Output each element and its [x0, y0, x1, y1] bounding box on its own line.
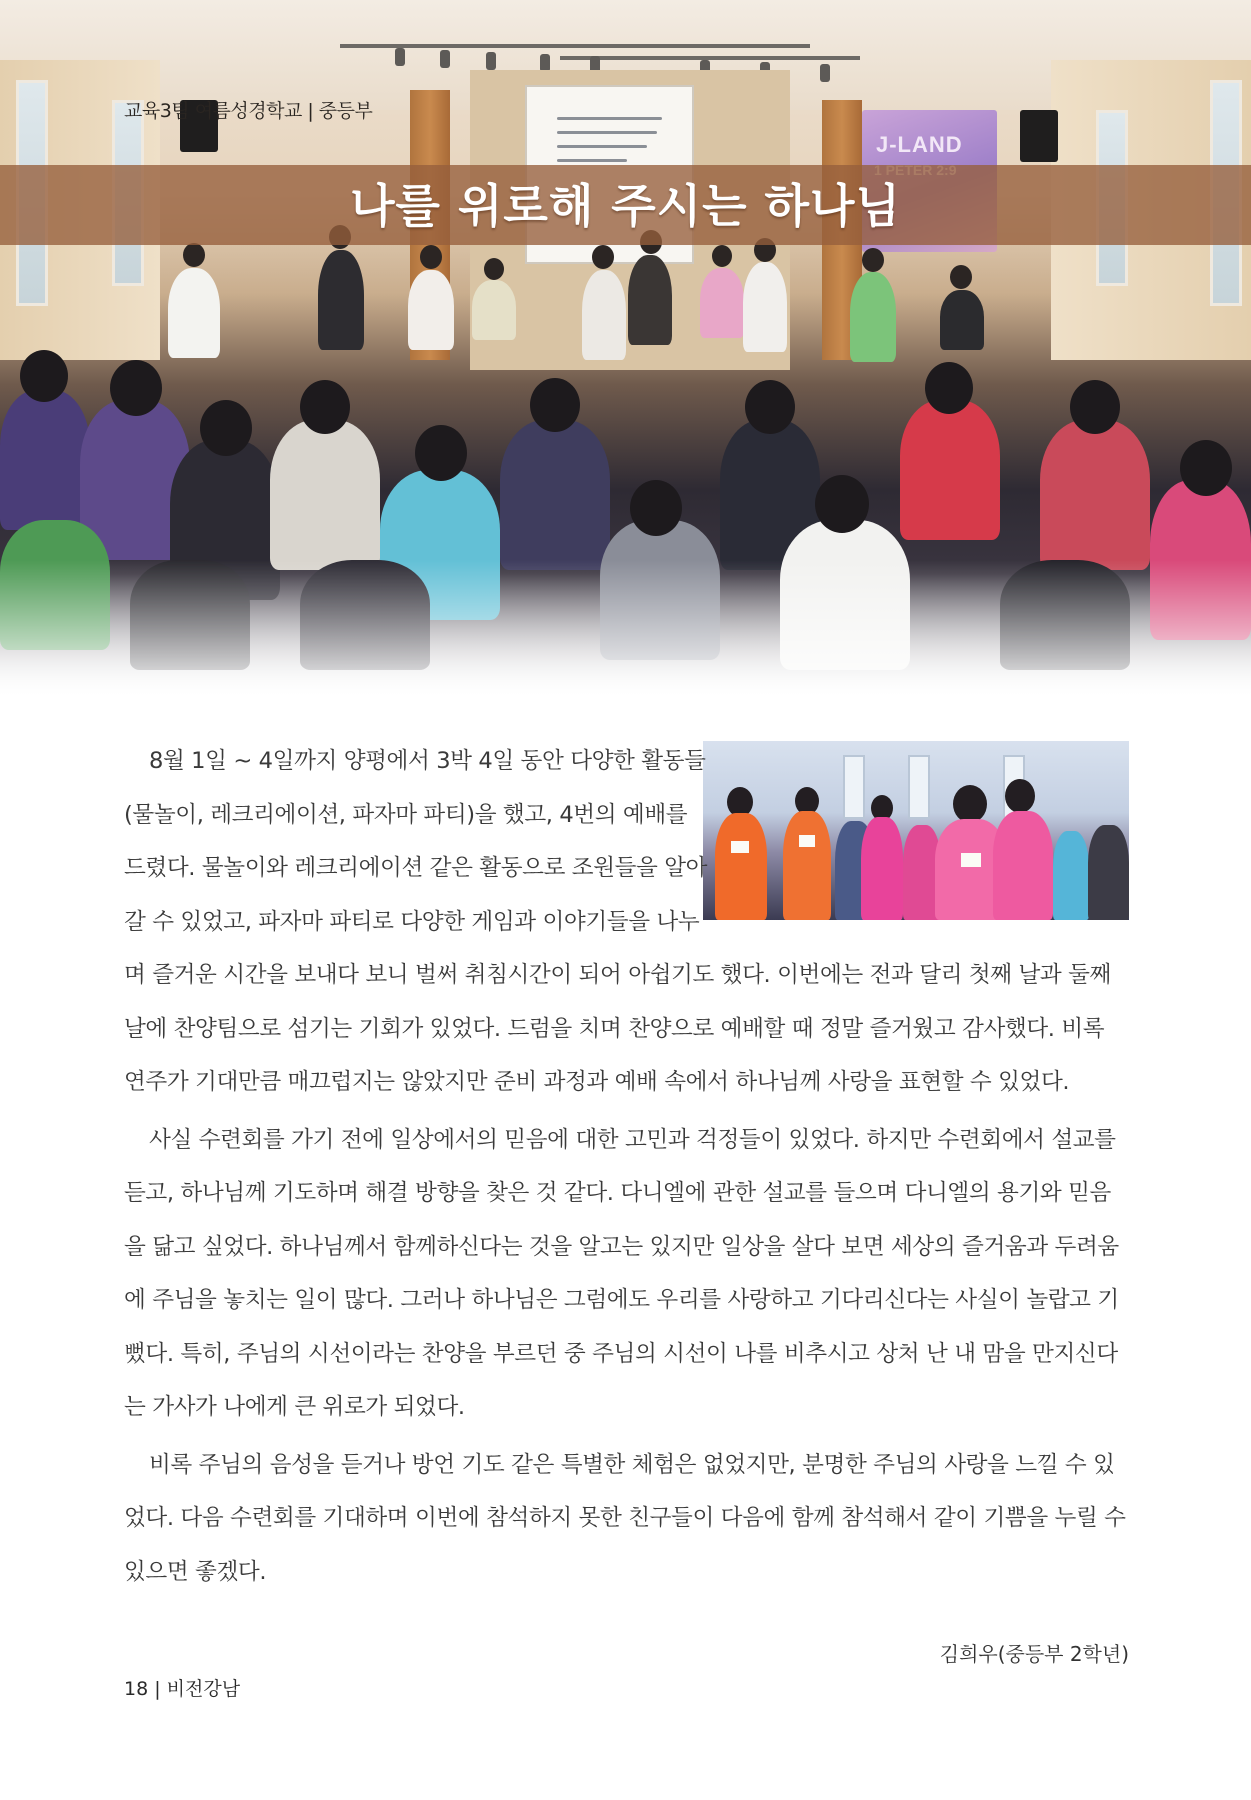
performer [168, 268, 220, 358]
performer [850, 272, 896, 362]
performer [940, 290, 984, 350]
performer [743, 262, 787, 352]
banner-text: J-LAND [876, 132, 963, 157]
article-paragraph: 비록 주님의 음성을 듣거나 방언 기도 같은 특별한 체험은 없었지만, 분명한 주님의 사랑을 느낄 수 있었다. 다음 수련회를 기대하며 이번에 참석하지 못한 친구들이 다음에 함께 참석해서 같이 기쁨을 누릴 수 있으면 좋겠다. [124, 1451, 1126, 1585]
performer [628, 255, 672, 345]
performer [472, 280, 516, 340]
section-kicker: 교육3팀 여름성경학교 | 중등부 [124, 100, 373, 122]
article-paragraph: 사실 수련회를 가기 전에 일상에서의 믿음에 대한 고민과 걱정들이 있었다. 하지만 수련회에서 설교를 듣고, 하나님께 기도하며 해결 방향을 찾은 것 같다. 다니엘에 관한 설교를 들으며 다니엘의 용기와 믿음을 닮고 싶었다. 하나님께서 함께하신다는 것을 알고는 있지만 일상을 살다 보면 세상의 즐거움과 두려움에 주님을 놓치는 일이 많다. 그러나 하나님은 그럼에도 우리를 사랑하고 기다리신다는 사실이 놀랍고 기뻤다. 특히, 주님의 시선이라는 찬양을 부르던 중 주님의 시선이 나를 비추시고 상처 난 내 맘을 만지신다는 가사가 나에게 큰 위로가 되었다. [124, 1126, 1119, 1420]
author-byline: 김희우(중등부 2학년) [939, 1642, 1129, 1666]
performer [408, 270, 454, 350]
light-track [560, 56, 860, 60]
article-paragraph: 8월 1일 ~ 4일까지 양평에서 3박 4일 동안 다양한 활동들(물놀이, 레크리에이션, 파자마 파티)을 했고, 4번의 예배를 드렸다. 물놀이와 레크리에이션 같은 활동으로 조원들을 알아갈 수 있었고, 파자마 파티로 다양한 게임과 이야기들을 나누며 즐거운 시간을 보내다 보니 벌써 취침시간이 되어 아쉽기도 했다. 이번에는 전과 달리 첫째 날과 둘째 날에 찬양팀으로 섬기는 기회가 있었다. 드럼을 치며 찬양으로 예배할 때 정말 즐거웠고 감사했다. 비록 연주가 기대만큼 매끄럽지는 않았지만 준비 과정과 예배 속에서 하나님께 사랑을 표현할 수 있었다. [124, 748, 1111, 1095]
speaker [1020, 110, 1058, 162]
performer [318, 250, 364, 350]
article-body [124, 735, 1129, 1599]
performer [700, 268, 744, 338]
light-track [340, 44, 810, 48]
performer [582, 270, 626, 360]
page-title: 나를 위로해 주시는 하나님 [350, 179, 901, 233]
page-footer: 18 | 비전강남 [124, 1678, 241, 1700]
